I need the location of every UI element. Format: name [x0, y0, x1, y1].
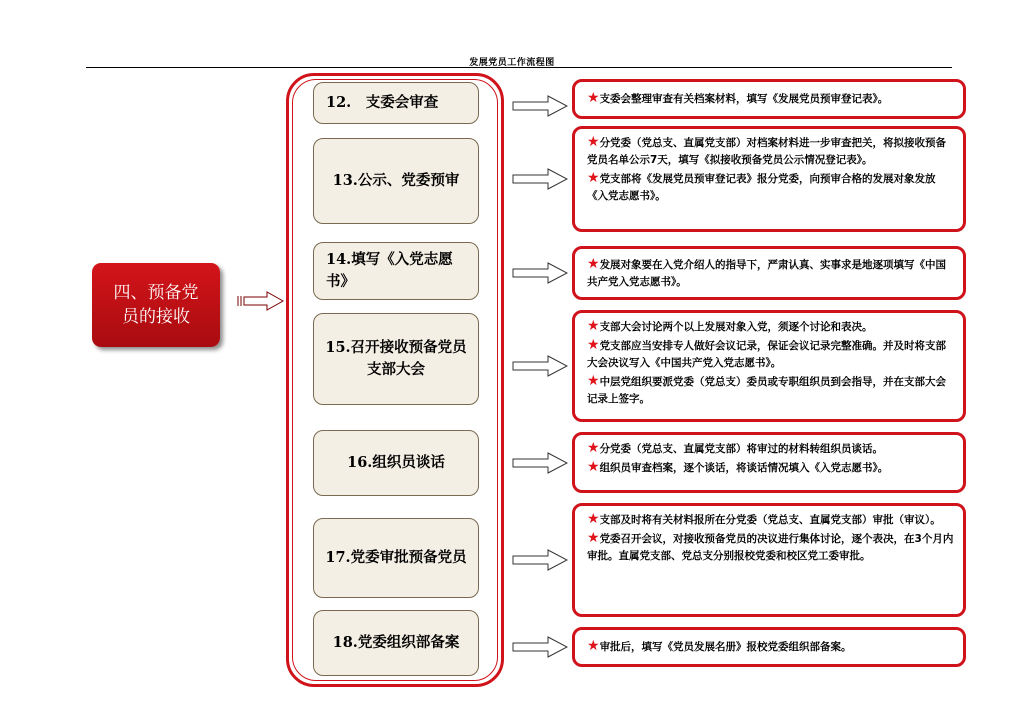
star-icon: ★ [587, 638, 600, 654]
note-item [587, 530, 955, 565]
stage-arrow-icon [237, 291, 285, 311]
page-title: 发展党员工作流程图 [469, 58, 555, 68]
star-icon: ★ [587, 511, 600, 527]
note-text: 党支部将《发展党员预审登记表》报分党委，向预审合格的发展对象发放《入党志愿书》。 [587, 173, 936, 202]
note-item [587, 318, 955, 336]
hollow-arrow-icon [512, 452, 568, 474]
note-text: 党支部应当安排专人做好会议记录，保证会议记录完整准确。并及时将支部大会决议写入《中国共产党入党志愿书》。 [587, 340, 947, 369]
note-item [587, 256, 955, 291]
star-icon: ★ [587, 318, 600, 334]
star-icon: ★ [587, 170, 600, 186]
step-box-18 [313, 610, 479, 676]
hollow-arrow-icon [512, 95, 568, 117]
step-label: 17.党委审批预备党员 [325, 549, 467, 566]
step-label: 13.公示、党委预审 [332, 172, 460, 189]
hollow-arrow-icon [512, 636, 568, 658]
step-label: 16.组织员谈话 [347, 454, 445, 471]
star-icon: ★ [587, 440, 600, 456]
hollow-arrow-icon [512, 355, 568, 377]
note-box-14 [572, 246, 966, 300]
step-box-14 [313, 242, 479, 300]
star-icon: ★ [587, 90, 600, 106]
star-icon: ★ [587, 134, 600, 150]
star-icon: ★ [587, 337, 600, 353]
star-icon: ★ [587, 255, 600, 272]
note-text: 支部大会讨论两个以上发展对象入党，须逐个讨论和表决。 [599, 321, 873, 333]
note-item [587, 638, 955, 656]
header-divider [86, 67, 952, 68]
note-item [587, 511, 955, 529]
step-box-15 [313, 313, 479, 405]
note-box-15 [572, 310, 966, 422]
note-item [587, 373, 955, 408]
note-text: 组织员审查档案，逐个谈话，将谈话情况填入《入党志愿书》。 [599, 462, 889, 474]
note-text: 支委会整理审查有关档案材料，填写《发展党员预审登记表》。 [599, 93, 889, 105]
note-text: 分党委（党总支、直属党支部）将审过的材料转组织员谈话。 [599, 443, 884, 455]
hollow-arrow-icon [512, 262, 568, 284]
note-item [587, 440, 955, 458]
note-box-17 [572, 503, 966, 617]
note-box-18 [572, 627, 966, 667]
note-text: 党委召开会议，对接收预备党员的决议进行集体讨论，逐个表决，在3个月内审批。直属党支部、党总支分别报校党委和校区党工委审批。 [587, 533, 954, 562]
step-box-12 [313, 82, 479, 124]
step-box-16 [313, 430, 479, 496]
note-box-16 [572, 432, 966, 493]
note-text: 支部及时将有关材料报所在分党委（党总支、直属党支部）审批（审议）。 [599, 514, 941, 526]
note-item [587, 170, 955, 205]
note-item [587, 337, 955, 372]
note-text: 分党委（党总支、直属党支部）对档案材料进一步审查把关，将拟接收预备党员名单公示7天，填写《拟接收预备党员公示情况登记表》。 [587, 137, 947, 166]
star-icon: ★ [587, 459, 600, 475]
step-box-17 [313, 518, 479, 598]
note-box-12 [572, 79, 966, 119]
note-item [587, 134, 955, 169]
step-box-13 [313, 138, 479, 224]
step-label: 12. 支委会审查 [326, 94, 439, 111]
step-label: 18.党委组织部备案 [332, 634, 460, 651]
step-label: 15.召开接收预备党员支部大会 [325, 339, 467, 378]
star-icon: ★ [587, 530, 600, 546]
note-box-13 [572, 126, 966, 232]
note-text: 审批后，填写《党员发展名册》报校党委组织部备案。 [599, 641, 852, 653]
hollow-arrow-icon [512, 168, 568, 190]
step-label: 14.填写《入党志愿书》 [326, 251, 453, 290]
note-item [587, 459, 955, 477]
hollow-arrow-icon [512, 549, 568, 571]
note-text: 中层党组织要派党委（党总支）委员或专职组织员到会指导，并在支部大会记录上签字。 [587, 376, 947, 405]
note-item [587, 90, 955, 108]
stage-label: 四、预备党员的接收 [113, 283, 199, 327]
star-icon: ★ [587, 373, 600, 389]
note-text: 发展对象要在入党介绍人的指导下，严肃认真、实事求是地逐项填写《中国共产党入党志愿书》。 [587, 258, 947, 288]
stage-box [92, 263, 220, 347]
